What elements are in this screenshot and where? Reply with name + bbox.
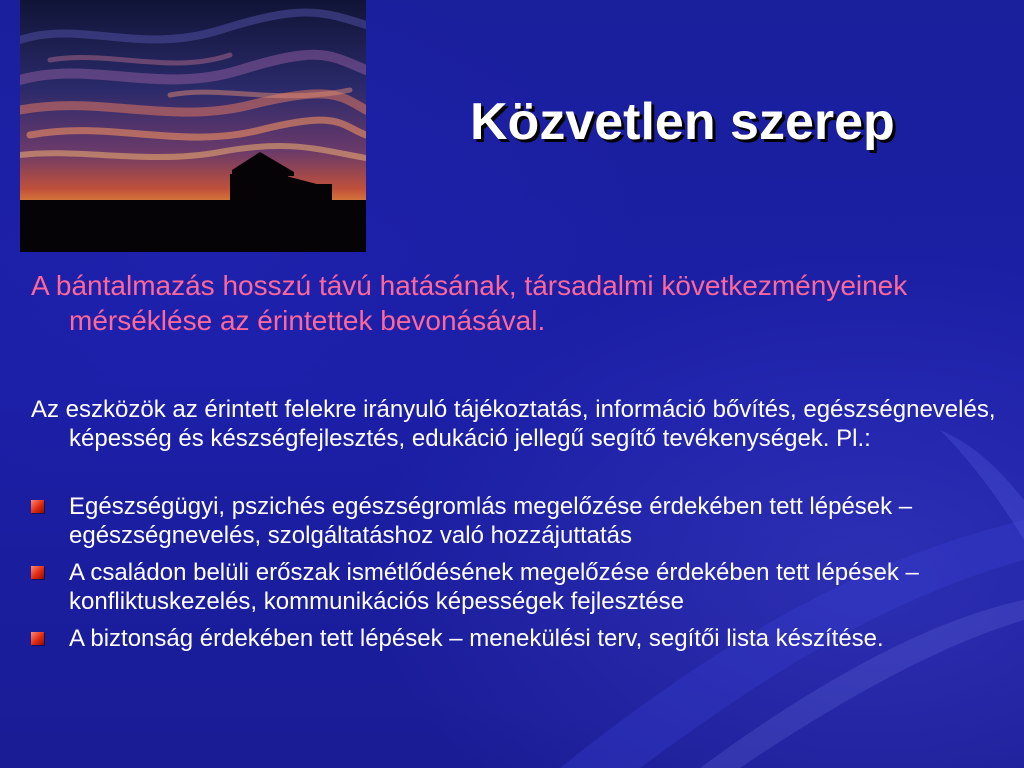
bullet-text: A családon belüli erőszak ismétlődésének megelőzése érdekében tett lépések – konfliktuskezelés, kommunikációs képességek fejlesztése [69, 559, 919, 615]
intro-paragraph: Az eszközök az érintett felekre irányuló tájékoztatás, információ bővítés, egészségnevelés, képesség és készségfejlesztés, edukáció jellegű segítő tevékenységek. Pl.: [31, 396, 996, 452]
sunset-house-photo [20, 0, 366, 252]
bullet-item [0, 492, 1000, 550]
slide-title: Közvetlen szerep [470, 93, 895, 151]
bullet-text: Egészségügyi, pszichés egészségromlás megelőzése érdekében tett lépések – egészségnevelés, szolgáltatáshoz való hozzájuttatás [69, 493, 913, 549]
square-bullet-icon [31, 632, 44, 645]
bullet-list [0, 492, 1000, 661]
square-bullet-icon [31, 500, 44, 513]
bullet-item [0, 624, 1000, 653]
square-bullet-icon [31, 566, 44, 579]
bullet-text: A biztonság érdekében tett lépések – menekülési terv, segítői lista készítése. [69, 625, 884, 652]
bullet-item [0, 558, 1000, 616]
lead-statement: A bántalmazás hosszú távú hatásának, társadalmi következményeinek mérséklése az érintettek bevonásával. [31, 270, 908, 336]
